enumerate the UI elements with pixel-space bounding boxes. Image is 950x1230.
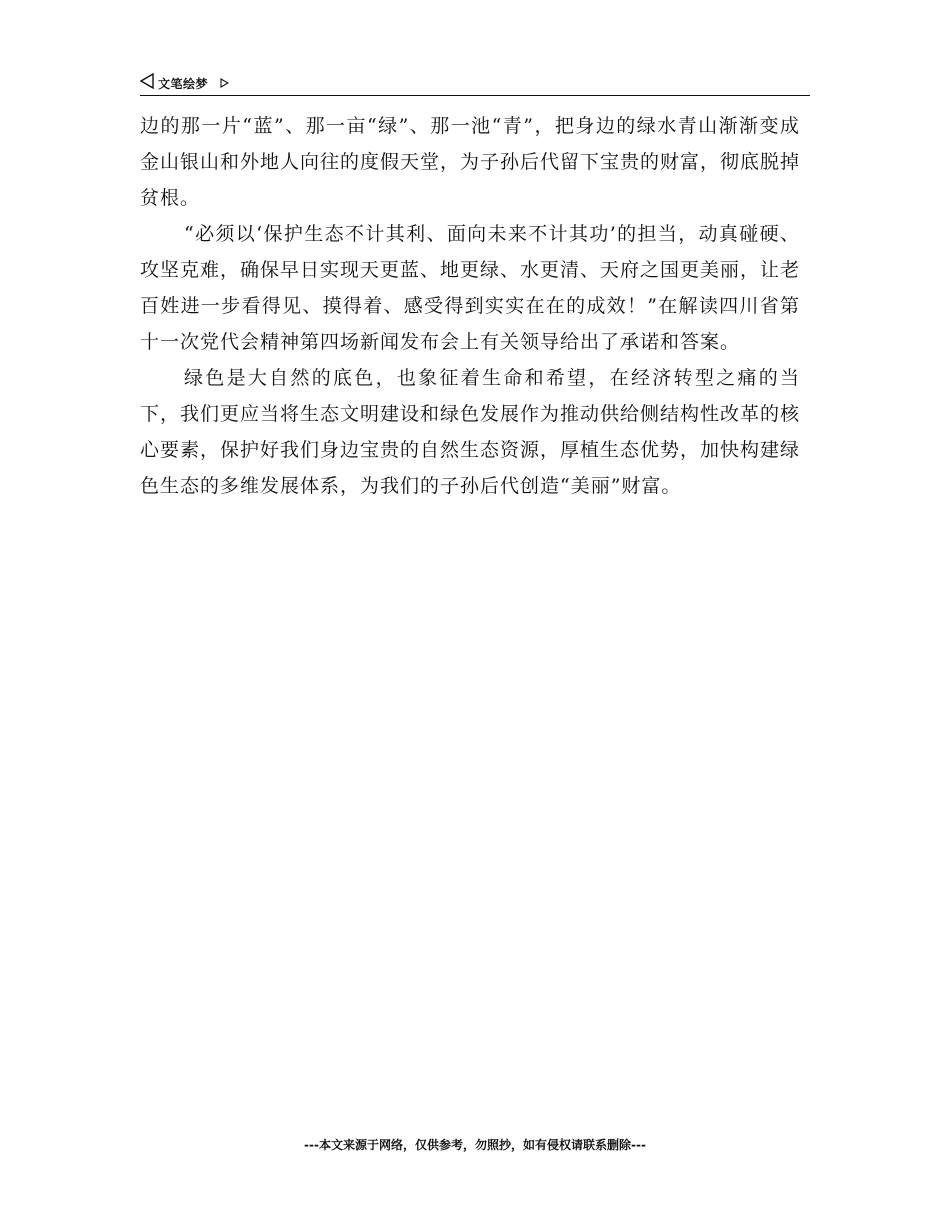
paragraph-3: 绿色是大自然的底色，也象征着生命和希望，在经济转型之痛的当下，我们更应当将生态文明建设和绿色发展作为推动供给侧结构性改革的核心要素，保护好我们身边宝贵的自然生态资源，厚植生态优势，加快构建绿色生态的多维发展体系，为我们的子孙后代创造“美丽”财富。 [140,367,801,497]
footer-disclaimer: ---本文来源于网络，仅供参考，勿照抄，如有侵权请联系删除--- [304,1138,646,1152]
document-body [140,108,800,504]
header-divider [140,95,810,96]
triangle-left-icon [140,73,154,93]
paragraph-1: 边的那一片“蓝”、那一亩“绿”、那一池“青”，把身边的绿水青山渐渐变成金山银山和外地人向往的度假天堂，为子孙后代留下宝贵的财富，彻底脱掉贫根。 [140,115,801,209]
triangle-right-icon [220,78,229,88]
header-title: 文笔绘梦 [158,76,209,91]
page-header [140,72,810,94]
paragraph-2: “必须以‘保护生态不计其利、面向未来不计其功’的担当，动真碰硬、攻坚克难，确保早日实现天更蓝、地更绿、水更清、天府之国更美丽，让老百姓进一步看得见、摸得着、感受得到实实在在的成效！”在解读四川省第十一次党代会精神第四场新闻发布会上有关领导给出了承诺和答案。 [140,223,801,353]
